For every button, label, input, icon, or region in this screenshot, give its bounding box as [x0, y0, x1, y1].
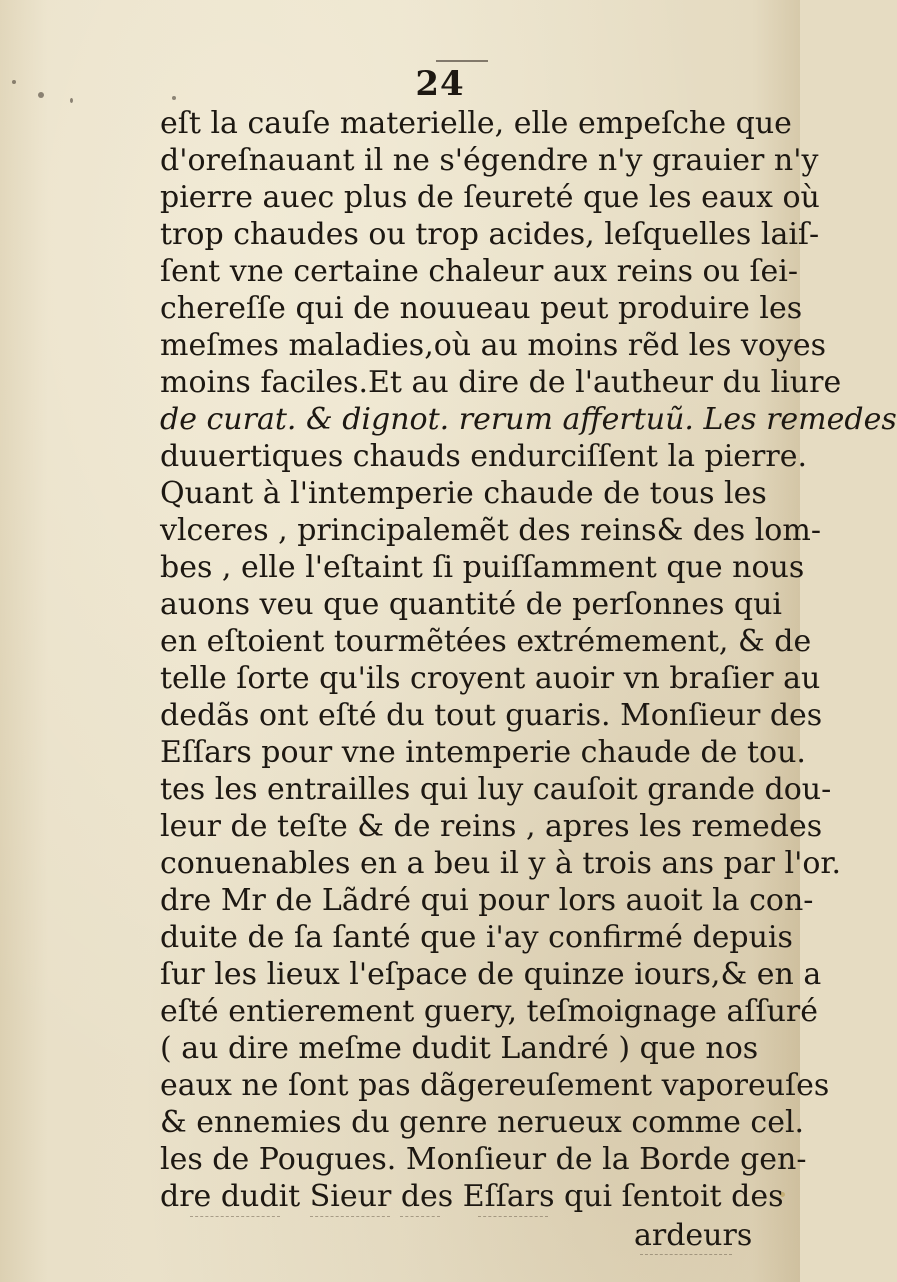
text-line: meſmes maladies,où au moins rẽd les voyes — [160, 328, 826, 363]
text-line: pierre auec plus de ſeureté que les eaux où — [160, 180, 820, 215]
text-line: auons veu que quantité de perſonnes qui — [160, 587, 783, 622]
show-through-mark — [478, 1216, 548, 1218]
text-line: les de Pougues. Monſieur de la Borde gen- — [160, 1142, 807, 1177]
text-line: vlceres , principalemẽt des reins& des lom- — [160, 513, 821, 548]
text-line: dre dudit Sieur des Eſſars qui ſentoit des — [160, 1179, 784, 1214]
text-line: bes , elle l'eſtaint ſi puiſſamment que nous — [160, 550, 805, 585]
page-number: 24 — [415, 64, 465, 104]
text-line: conuenables en a beu il y à trois ans par l'or. — [160, 846, 842, 881]
text-line: ſent vne certaine chaleur aux reins ou ſei- — [160, 254, 799, 289]
text-line: ſur les lieux l'eſpace de quinze iours,& en a — [160, 957, 822, 992]
text-line: tes les entrailles qui luy cauſoit grande dou- — [160, 772, 832, 807]
text-line: en eſtoient tourmẽtées extrémement, & de — [160, 624, 812, 659]
text-line: duite de ſa ſanté que i'ay confirmé depuis — [160, 920, 793, 955]
text-line: eſt la cauſe materielle, elle empeſche que — [160, 106, 792, 141]
text-line: eaux ne ſont pas dãgereuſement vaporeuſes — [160, 1068, 830, 1103]
text-line: d'oreſnauant il ne s'égendre n'y grauier n'y — [160, 143, 819, 178]
text-line: duuertiques chauds endurciſſent la pierre. — [160, 439, 808, 474]
show-through-mark — [400, 1216, 440, 1218]
text-line: ( au dire meſme dudit Landré ) que nos — [160, 1031, 759, 1066]
text-line: de curat. & dignot. rerum affertuũ. Les remedes — [160, 402, 897, 437]
text-line: moins faciles.Et au dire de l'autheur du liure — [160, 365, 842, 400]
catchword: ardeurs — [634, 1218, 753, 1253]
text-line: eſté entierement guery, teſmoignage aſſuré — [160, 994, 818, 1029]
text-line: Quant à l'intemperie chaude de tous les — [160, 476, 767, 511]
text-line: leur de teſte & de reins , apres les remedes — [160, 809, 823, 844]
show-through-mark — [310, 1216, 390, 1218]
show-through-mark — [190, 1216, 280, 1218]
show-through-mark — [640, 1254, 732, 1256]
text-line: chereſſe qui de nouueau peut produire les — [160, 291, 803, 326]
text-line: & ennemies du genre nerueux comme cel. — [160, 1105, 805, 1140]
text-line: dedãs ont eſté du tout guaris. Monſieur des — [160, 698, 823, 733]
text-line: trop chaudes ou trop acides, leſquelles laiſ- — [160, 217, 820, 252]
text-line: telle ſorte qu'ils croyent auoir vn braſier au — [160, 661, 821, 696]
text-line: dre Mr de Lãdré qui pour lors auoit la con- — [160, 883, 814, 918]
text-line: Eſſars pour vne intemperie chaude de tou. — [160, 735, 806, 770]
